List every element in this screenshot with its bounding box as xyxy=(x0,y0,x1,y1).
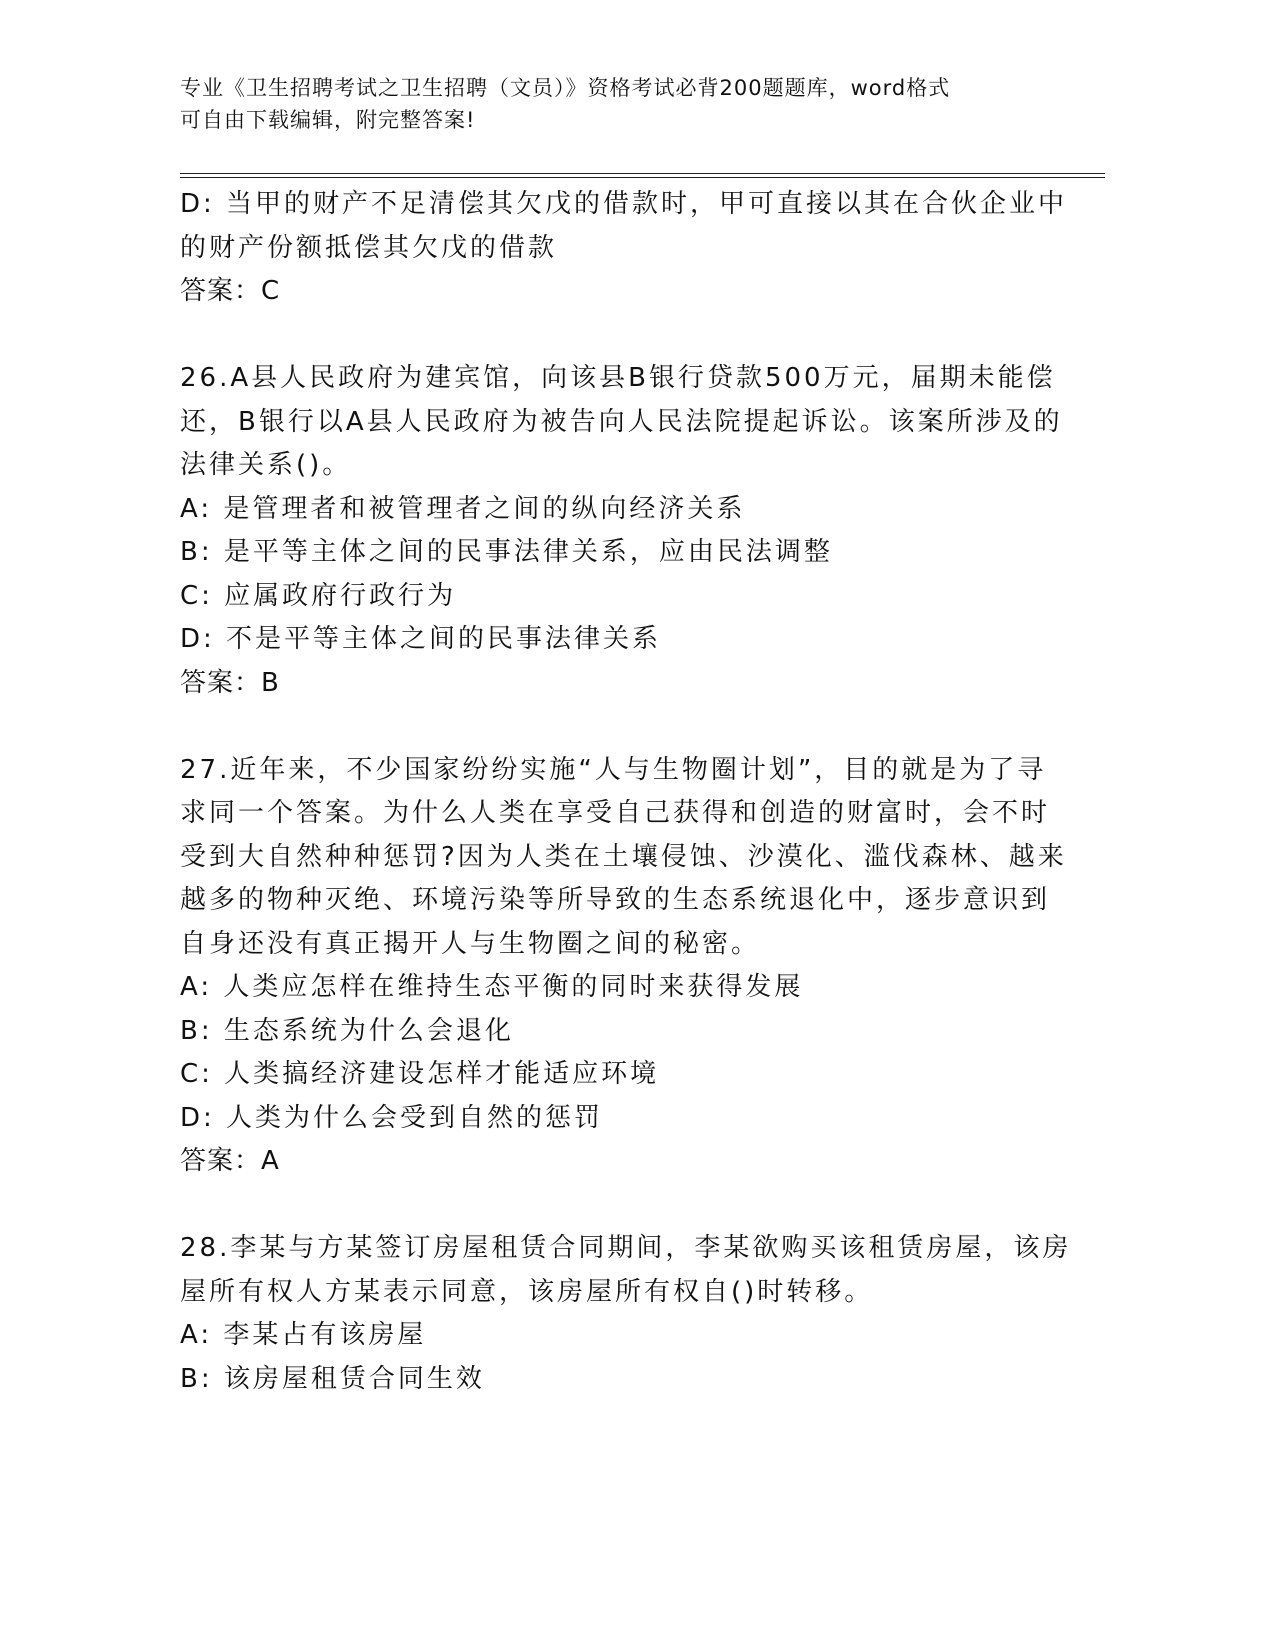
spacer xyxy=(180,705,1050,749)
option-a: A: 是管理者和被管理者之间的纵向经济关系 xyxy=(180,493,746,524)
answer: 答案：A xyxy=(180,1146,280,1176)
answer: 答案：B xyxy=(180,667,280,698)
question-stem: 自身还没有真正揭开人与生物圈之间的秘密。 xyxy=(180,928,761,959)
question-stem: 求同一个答案。为什么人类在享受自己获得和创造的财富时，会不时 xyxy=(180,798,1051,828)
question-stem: 越多的物种灭绝、环境污染等所导致的生态系统退化中，逐步意识到 xyxy=(180,885,1051,915)
question-stem: 屋所有权人方某表示同意，该房屋所有权自()时转移。 xyxy=(180,1276,874,1307)
spacer xyxy=(180,1184,1050,1228)
option-d: D: 当甲的财产不足清偿其欠戊的借款时，甲可直接以其在合伙企业中 xyxy=(180,189,1068,219)
option-d: D: 不是平等主体之间的民事法律关系 xyxy=(180,624,662,654)
option-d-continued: 的财产份额抵偿其欠戊的借款 xyxy=(180,232,558,263)
question-26 xyxy=(180,357,1063,705)
question-stem: 还，B银行以A县人民政府为被告向人民法院提起诉讼。该案所涉及的 xyxy=(180,406,1063,437)
option-c: C: 应属政府行政行为 xyxy=(180,580,457,611)
header-line-1: 专业《卫生招聘考试之卫生招聘（文员）》资格考试必背200题题库，word格式 xyxy=(180,76,951,100)
option-c: C: 人类搞经济建设怎样才能适应环境 xyxy=(180,1059,660,1089)
option-d: D: 人类为什么会受到自然的惩罚 xyxy=(180,1102,604,1133)
option-a: A: 李某占有该房屋 xyxy=(180,1320,427,1350)
option-b: B: 是平等主体之间的民事法律关系，应由民法调整 xyxy=(180,537,833,567)
option-b: B: 该房屋租赁合同生效 xyxy=(180,1363,485,1394)
question-stem: 27.近年来，不少国家纷纷实施“人与生物圈计划”，目的就是为了寻 xyxy=(180,754,1047,785)
option-a: A: 人类应怎样在维持生态平衡的同时来获得发展 xyxy=(180,972,804,1002)
spacer xyxy=(180,314,1050,358)
question-25-tail xyxy=(180,183,1068,314)
question-28 xyxy=(180,1227,1072,1401)
question-stem: 28.李某与方某签订房屋租赁合同期间，李某欲购买该租赁房屋，该房 xyxy=(180,1233,1072,1263)
header-divider xyxy=(180,173,1105,178)
answer: 答案：C xyxy=(180,276,281,306)
question-stem: 法律关系()。 xyxy=(180,450,352,480)
question-stem: 受到大自然种种惩罚?因为人类在土壤侵蚀、沙漠化、滥伐森林、越来 xyxy=(180,841,1067,872)
document-body xyxy=(180,183,1072,1401)
header-line-2: 可自由下载编辑，附完整答案! xyxy=(180,108,476,132)
question-stem: 26.A县人民政府为建宾馆，向该县B银行贷款500万元，届期未能偿 xyxy=(180,363,1056,393)
option-b: B: 生态系统为什么会退化 xyxy=(180,1015,514,1046)
question-27 xyxy=(180,749,1067,1184)
document-header xyxy=(180,72,1060,136)
